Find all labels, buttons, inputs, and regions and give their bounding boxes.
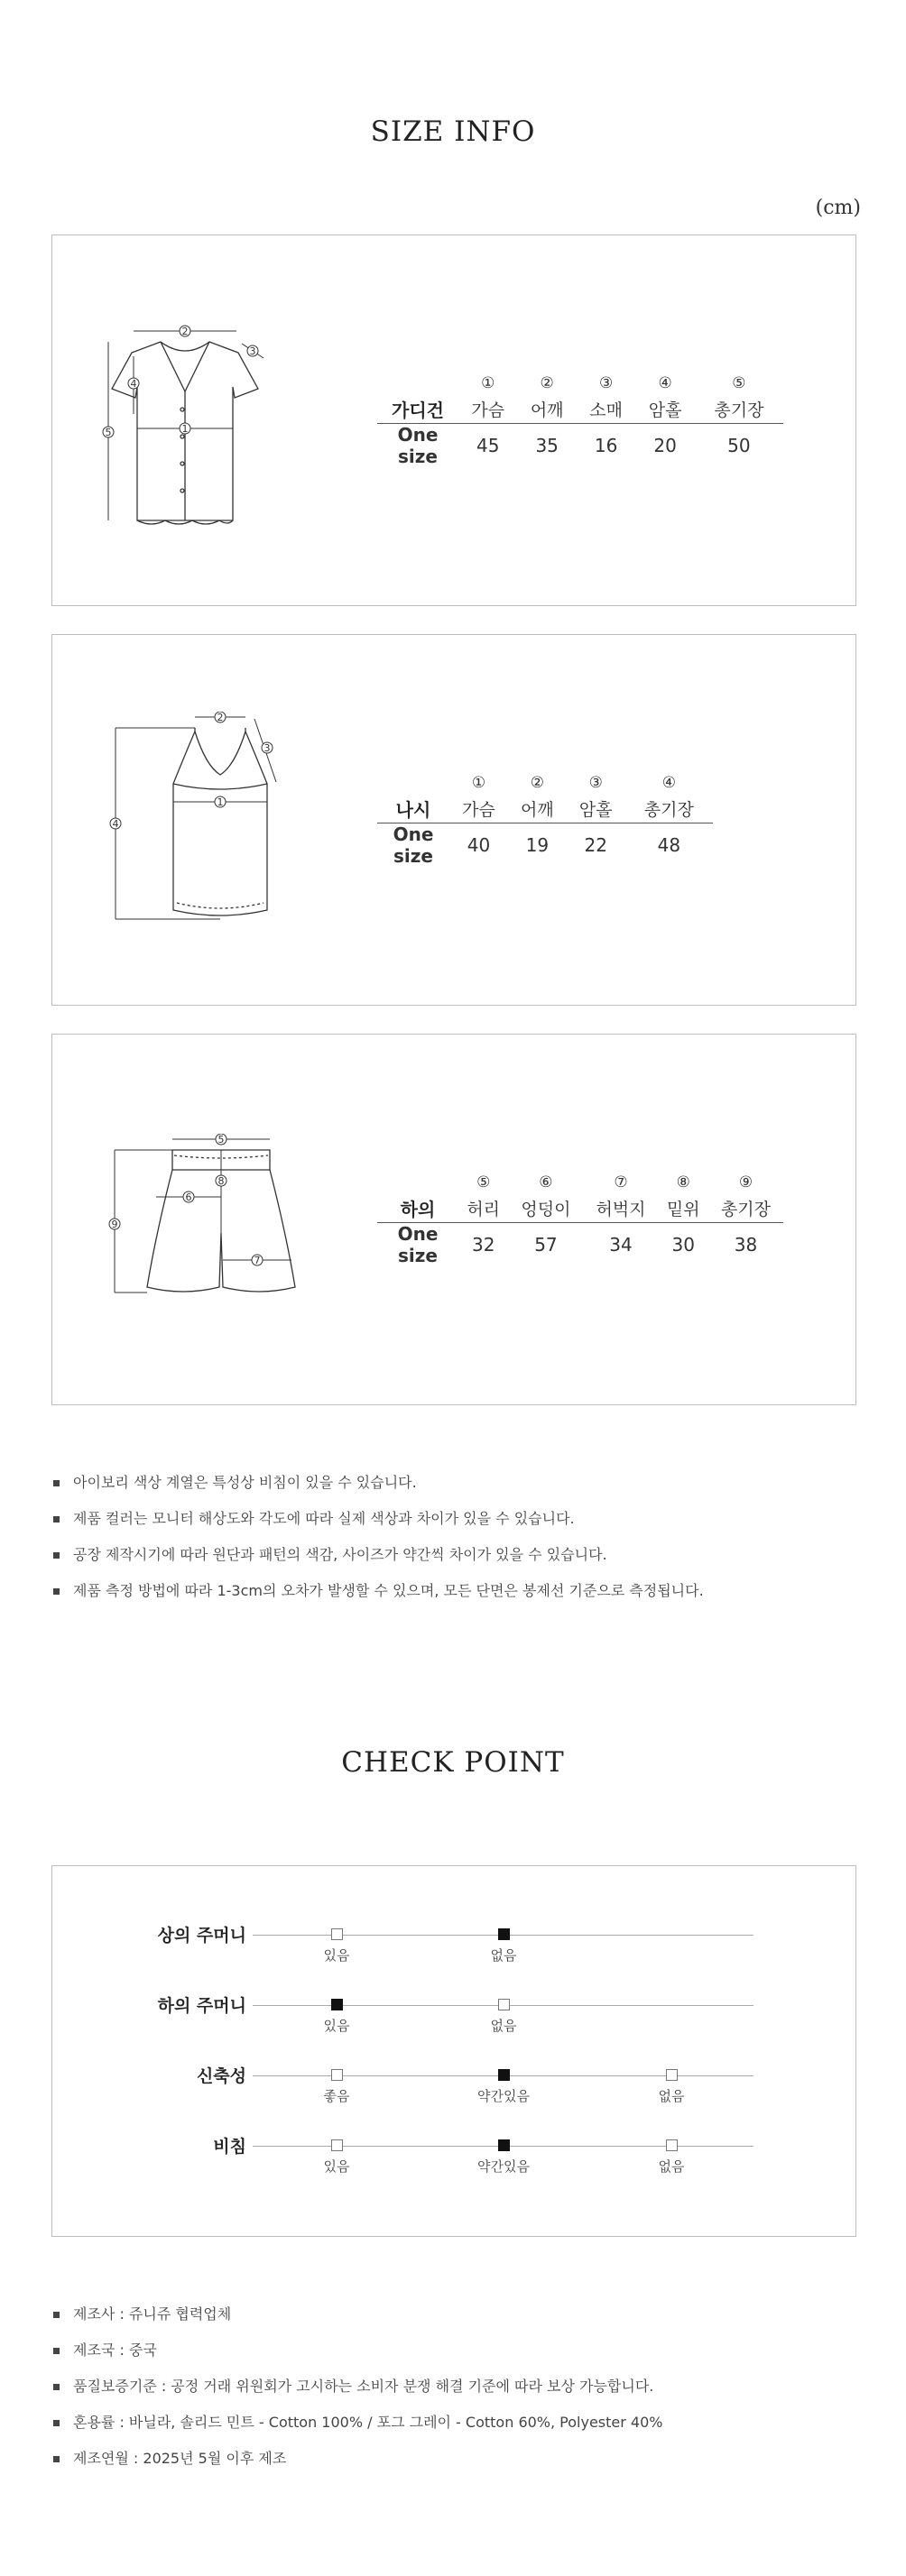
checkbox-checked-icon bbox=[498, 2139, 510, 2151]
bottoms-illustration bbox=[102, 1134, 337, 1314]
check-option bbox=[282, 1999, 391, 2035]
check-option-label: 없음 bbox=[658, 2088, 685, 2104]
check-label: 신축성 bbox=[196, 2066, 246, 2086]
list-item: 품질보증기준 : 공정 거래 위원회가 고시하는 소비자 분쟁 해결 기준에 따라 보상 가능합니다. bbox=[51, 2369, 662, 2405]
col-header: 엉덩이 bbox=[508, 1193, 583, 1223]
svg-text:1: 1 bbox=[181, 423, 189, 435]
col-number: ② bbox=[540, 374, 554, 392]
check-option-label: 있음 bbox=[323, 1947, 350, 1964]
table-cell: 38 bbox=[734, 1234, 758, 1256]
cardigan-illustration bbox=[97, 324, 278, 549]
bottoms-size-box bbox=[51, 1034, 856, 1405]
check-option bbox=[282, 2139, 391, 2176]
col-header: 총기장 bbox=[708, 1193, 783, 1223]
checkbox-icon bbox=[331, 2139, 343, 2151]
svg-text:7: 7 bbox=[254, 1255, 261, 1266]
check-option-label: 있음 bbox=[323, 2158, 350, 2175]
checkbox-checked-icon bbox=[498, 1928, 510, 1940]
check-option-label: 없음 bbox=[490, 2018, 517, 2034]
check-option-label: 약간있음 bbox=[477, 2088, 530, 2104]
cardigan-size-box bbox=[51, 235, 856, 606]
check-option bbox=[449, 1928, 558, 1964]
checkbox-icon bbox=[666, 2139, 678, 2151]
table-cell: 32 bbox=[471, 1234, 495, 1256]
table-cell: 16 bbox=[594, 435, 618, 456]
check-option bbox=[449, 2139, 558, 2176]
col-number: ② bbox=[530, 774, 544, 792]
check-label: 하의 주머니 bbox=[157, 1996, 246, 2016]
check-label: 상의 주머니 bbox=[157, 1926, 246, 1946]
check-row-top-pocket bbox=[52, 1922, 855, 1985]
list-item: 제조사 : 쥬니쥬 협력업체 bbox=[51, 2296, 662, 2332]
table-cell: 35 bbox=[535, 435, 559, 456]
list-item: 제품 측정 방법에 따라 1-3cm의 오차가 발생할 수 있으며, 모든 단면은 봉제선 기준으로 측정됩니다. bbox=[51, 1573, 704, 1609]
svg-text:5: 5 bbox=[105, 427, 112, 438]
list-item: 공장 제작시기에 따라 원단과 패턴의 색감, 사이즈가 약간씩 차이가 있을 수 있습니다. bbox=[51, 1537, 704, 1573]
table-title: 나시 bbox=[377, 794, 449, 823]
table-cell: 22 bbox=[584, 834, 607, 856]
svg-text:2: 2 bbox=[217, 712, 224, 723]
col-number: ⑥ bbox=[539, 1173, 553, 1191]
col-number: ① bbox=[471, 774, 486, 792]
check-option bbox=[449, 2069, 558, 2105]
check-option bbox=[617, 2069, 726, 2105]
row-label: One size bbox=[397, 424, 439, 467]
col-number: ⑤ bbox=[732, 374, 746, 392]
svg-text:4: 4 bbox=[130, 378, 137, 390]
table-cell: 45 bbox=[476, 435, 500, 456]
list-item: 제조국 : 중국 bbox=[51, 2332, 662, 2369]
check-point-title: CHECK POINT bbox=[341, 1746, 565, 1779]
col-number: ⑨ bbox=[738, 1173, 753, 1191]
row-label: One size bbox=[393, 823, 434, 867]
check-option-label: 없음 bbox=[658, 2158, 685, 2175]
svg-text:3: 3 bbox=[263, 742, 271, 754]
check-row-bottom-pocket bbox=[52, 1992, 855, 2056]
table-cell: 50 bbox=[727, 435, 751, 456]
checkbox-checked-icon bbox=[498, 2069, 510, 2081]
col-number: ⑦ bbox=[614, 1173, 628, 1191]
bottoms-size-table bbox=[377, 1172, 783, 1266]
checkbox-icon bbox=[666, 2069, 678, 2081]
cardigan-size-table bbox=[377, 373, 783, 467]
svg-text:6: 6 bbox=[185, 1191, 192, 1203]
notes-list bbox=[51, 1465, 704, 1609]
check-option bbox=[449, 1999, 558, 2035]
check-row-stretch bbox=[52, 2063, 855, 2126]
svg-text:4: 4 bbox=[112, 818, 119, 830]
col-header: 어깨 bbox=[517, 394, 576, 424]
list-item: 제품 컬러는 모니터 해상도와 각도에 따라 실제 색상과 차이가 있을 수 있습니다. bbox=[51, 1501, 704, 1537]
col-number: ④ bbox=[658, 374, 672, 392]
check-option-label: 약간있음 bbox=[477, 2158, 530, 2175]
size-info-title: SIZE INFO bbox=[370, 115, 536, 148]
product-info-list bbox=[51, 2296, 662, 2477]
col-number: ⑧ bbox=[676, 1173, 690, 1191]
col-header: 소매 bbox=[577, 394, 635, 424]
col-header: 허벅지 bbox=[583, 1193, 658, 1223]
row-label: One size bbox=[397, 1223, 439, 1266]
table-cell: 40 bbox=[467, 834, 491, 856]
col-header: 총기장 bbox=[695, 394, 783, 424]
col-number: ③ bbox=[599, 374, 614, 392]
check-option-label: 좋음 bbox=[323, 2088, 350, 2104]
unit-label: (cm) bbox=[815, 197, 861, 219]
check-option-label: 없음 bbox=[490, 1947, 517, 1964]
col-header: 허리 bbox=[458, 1193, 508, 1223]
col-header: 암홀 bbox=[635, 394, 694, 424]
check-option bbox=[282, 1928, 391, 1964]
table-cell: 20 bbox=[653, 435, 677, 456]
checkbox-icon bbox=[331, 1928, 343, 1940]
col-header: 암홀 bbox=[567, 794, 625, 823]
list-item: 아이보리 색상 계열은 특성상 비침이 있을 수 있습니다. bbox=[51, 1465, 704, 1501]
table-cell: 48 bbox=[657, 834, 681, 856]
check-option bbox=[282, 2069, 391, 2105]
sleeveless-size-box bbox=[51, 634, 856, 1006]
col-header: 가슴 bbox=[449, 794, 508, 823]
sleeveless-illustration bbox=[106, 712, 314, 946]
svg-text:9: 9 bbox=[111, 1219, 118, 1230]
checkbox-icon bbox=[498, 1999, 510, 2010]
list-item: 혼용률 : 바닐라, 솔리드 민트 - Cotton 100% / 포그 그레이 - Cotton 60%, Polyester 40% bbox=[51, 2405, 662, 2441]
svg-text:1: 1 bbox=[217, 796, 224, 808]
svg-text:8: 8 bbox=[217, 1175, 225, 1187]
table-cell: 57 bbox=[534, 1234, 558, 1256]
check-row-sheerness bbox=[52, 2133, 855, 2196]
check-option-label: 있음 bbox=[323, 2018, 350, 2034]
checkbox-checked-icon bbox=[331, 1999, 343, 2010]
col-number: ① bbox=[481, 374, 495, 392]
svg-text:3: 3 bbox=[249, 345, 256, 357]
svg-text:2: 2 bbox=[181, 326, 189, 337]
col-header: 밑위 bbox=[659, 1193, 708, 1223]
col-number: ③ bbox=[588, 774, 603, 792]
check-option bbox=[617, 2139, 726, 2176]
col-header: 어깨 bbox=[508, 794, 567, 823]
col-number: ④ bbox=[661, 774, 676, 792]
table-cell: 19 bbox=[525, 834, 550, 856]
svg-text:5: 5 bbox=[217, 1134, 225, 1145]
check-label: 비침 bbox=[213, 2137, 246, 2157]
table-cell: 34 bbox=[609, 1234, 633, 1256]
col-header: 가슴 bbox=[458, 394, 517, 424]
table-cell: 30 bbox=[671, 1234, 695, 1256]
checkbox-icon bbox=[331, 2069, 343, 2081]
sleeveless-size-table bbox=[377, 772, 713, 867]
table-title: 하의 bbox=[377, 1193, 458, 1223]
col-header: 총기장 bbox=[625, 794, 713, 823]
table-title: 가디건 bbox=[377, 394, 458, 424]
check-point-box bbox=[51, 1865, 856, 2237]
list-item: 제조연월 : 2025년 5월 이후 제조 bbox=[51, 2441, 662, 2477]
col-number: ⑤ bbox=[476, 1173, 491, 1191]
